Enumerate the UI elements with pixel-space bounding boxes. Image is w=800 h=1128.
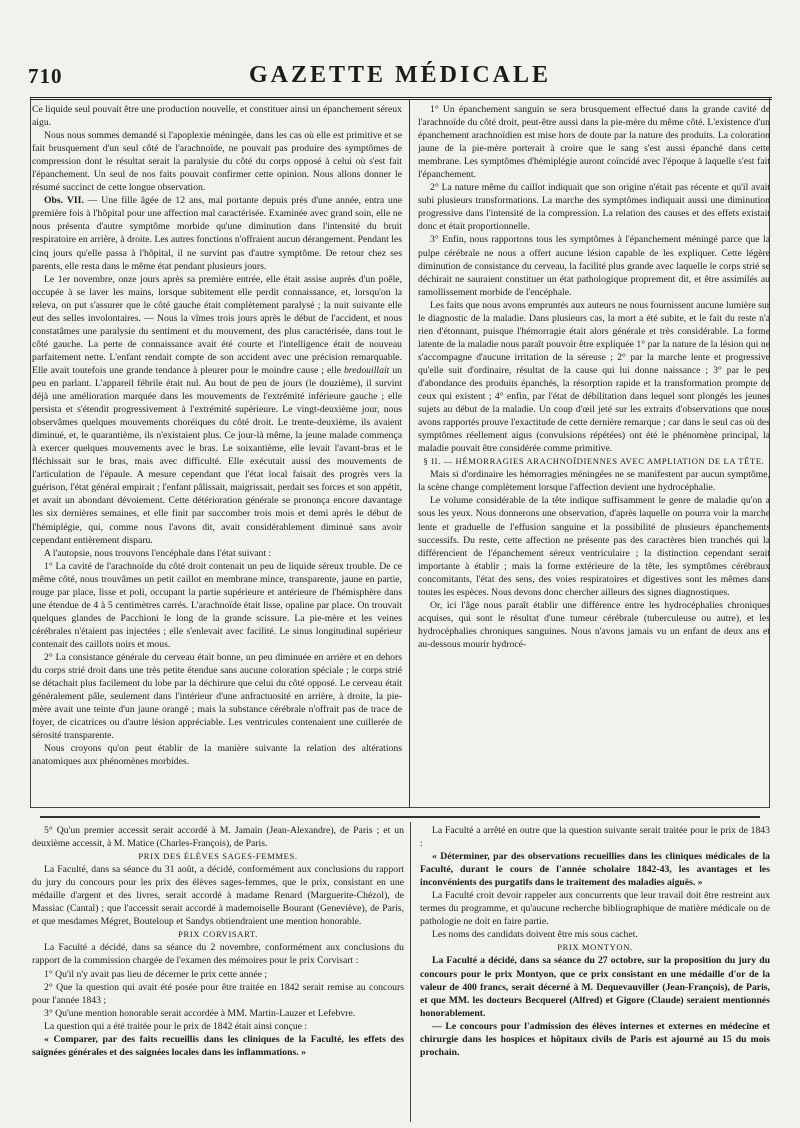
upper-right-column bbox=[418, 103, 770, 805]
question-quote: « Comparer, par des faits recueillis dans les cliniques de la Faculté, les effets des saignées générales et des saignées locales dans les inflammations. » bbox=[32, 1033, 404, 1058]
paragraph: — Le concours pour l'admission des élèves internes et externes en médecine et chirurgie dans les hospices et hôpitaux civils de Paris est ajourné au 15 du mois prochain. bbox=[420, 1020, 770, 1058]
question-quote: « Déterminer, par des observations recueillies dans les cliniques médicales de la Faculté, durant le cours de l'année scholaire 1842-43, les avantages et les inconvénients des purgatifs dans le traitement des maladies aiguës. » bbox=[420, 851, 770, 889]
column-divider bbox=[409, 100, 410, 808]
paragraph: Or, ici l'âge nous paraît établir une différence entre les hydrocéphalies chroniques acquises, qui sont le résultat d'une tumeur cérébrale (tuberculeuse ou autre), et les hydrocéphalies chroniques sanguines. Nous n'avons jamais vu un enfant de deux ans et au-dessous mourir hydrocé- bbox=[418, 599, 770, 650]
paragraph: Les noms des candidats doivent être mis sous cachet. bbox=[432, 929, 638, 941]
paragraph: La Faculté a décidé, dans sa séance du 27 octobre, sur la proposition du jury du concours pour le prix Montyon, que ce prix consistant en une médaille d'or de la valeur de 400 francs, serait décerné à M. Dequevauviller (Jean-François), de Paris, et que MM. les docteurs Becquerel (Alfred) et Gigore (Claude) seraient mentionnés honorablement. bbox=[420, 955, 770, 1019]
section-separator bbox=[40, 816, 760, 818]
section-title: § II. — HÉMORRAGIES ARACHNOÏDIENNES AVEC AMPLIATION DE LA TÊTE. bbox=[423, 456, 765, 467]
paragraph: Mais si d'ordinaire les hémorragies méningées ne se manifestent par aucun symptôme, la scène change complètement lorsque l'affection devient une hydrocéphalie. bbox=[418, 469, 770, 494]
paragraph: 2° La consistance générale du cerveau était bonne, un peu diminuée en arrière et en dehors du corps strié droit dans une très petite étendue sans aucune coloration spéciale ; le corps strié se détachait plus facilement du lobe par la déchirure que celui du côté opposé. Le cerveau était généralement pâle, seulement dans l'intérieur d'une anfractuosité en arrière, à droite, la pie-mère avait une teinte d'un jaune orangé ; mais la substance cérébrale n'offrait pas de trace de foyer, de cicatrices ou d'autre lésion appréciable. Les ventricules contenaient une cuillerée de sérosité transparente. bbox=[32, 651, 402, 742]
paragraph: 2° La nature même du caillot indiquait que son origine n'était pas récente et qu'il avait subi plusieurs transformations. La marche des symptômes indiquait aussi une diminution progressive dans l'intensité de la compression. La relation des causes et des effets existait donc et était proportionnelle. bbox=[418, 182, 770, 233]
italic-word: bredouillait bbox=[343, 364, 390, 376]
lower-left-column bbox=[32, 824, 404, 1120]
paragraph: La question qui a été traitée pour le prix de 1842 était ainsi conçue : bbox=[44, 1020, 308, 1032]
paragraph bbox=[32, 273, 402, 547]
paragraph-text: un peu en parlant. L'appareil fébrile était nul. Au bout de peu de jours (le douzième), il survint déjà une amélioration marquée dans les mouvements de l'extrémité inférieure gauche ; elle persista et s'étendit progressivement à l'extrémité supérieure. Le vingt-deuxième jour, nous observâmes quelques mouvements choréiques du côté droit. Le trente-deuxième, ils avaient diminué, et, le quarantième, ils n'existaient plus. Ce jour-là même, la jeune malade commença à exercer quelques mouvements avec le bras. Le soixantième, elle levait l'avant-bras et le fléchissait sur le bras, mais avec difficulté. Elle exécutait aussi des mouvements de l'articulation de l'épaule. A mesure cependant que l'état local faisait des progrès vers la guérison, l'état général empirait ; l'enfant pâlissait, maigrissait, perdait ses forces et son appétit, et avait un abondant dévoiement. Cette détérioration générale se prononça encore davantage les six dernières semaines, et elle finit par succomber trois mois et demi après le début de l'hémiplégie, qui, comme nous l'avons dit, avait considérablement diminué sans avoir cependant entièrement disparu. bbox=[32, 364, 402, 546]
paragraph: 1° Un épanchement sanguin se sera brusquement effectué dans la grande cavité de l'arachnoïde du côté droit, peut-être aussi dans la pie-mère du même côté. L'existence d'un épanchement arachnoïdien est mise hors de doute par la nature des produits. La coloration jaune de la pie-mère porterait à croire que le sang s'est aussi épanché dans cette membrane. Les symptômes d'hémiplégie auront coïncidé avec l'époque à laquelle s'est fait l'épanchement. bbox=[418, 104, 770, 181]
lower-right-column bbox=[420, 824, 770, 1120]
paragraph: La Faculté a arrêté en outre que la question suivante serait traitée pour le prix de 1843 : bbox=[420, 825, 770, 850]
lower-column-divider bbox=[410, 822, 411, 1122]
paragraph: 3° Qu'une mention honorable serait accordée à MM. Martin-Lauzer et Lefebvre. bbox=[44, 1007, 356, 1019]
observation-text: — Une fille âgée de 12 ans, mal portante depuis près d'une année, entra une première fois à l'hôpital pour une affection mal caractérisée. Examinée avec grand soin, elle ne nous présenta d'autre symptôme morbide qu'une diminution dans l'intensité du bruit respiratoire en arrière, à droite. Les autres fonctions n'offraient aucun dérangement. Pendant les cinq jours qu'elle passa à l'hôpital, il ne survint pas d'autre symptôme. De retour chez ses parents, elle resta dans le même état pendant plusieurs jours. bbox=[32, 195, 402, 272]
paragraph: La Faculté a décidé, dans sa séance du 2 novembre, conformément aux conclusions du rapport de la commission chargée de l'examen des mémoires pour le prix Corvisart : bbox=[32, 942, 404, 967]
paragraph-text: Le 1er novembre, onze jours après sa première entrée, elle était assise auprès d'un poêle, occupée à se laver les mains, lorsque subitement elle perdit connaissance, et, lorsqu'on la releva, on put s'assurer que le côté gauche était complètement paralysé ; la nuit suivante elle eut des selles involontaires. — Nous la vîmes trois jours après le début de l'accident, et nous constatâmes une paralysie du sentiment et du mouvement, des plus caractérisée, dans tout le côté gauche. La perte de connaissance avait été courte et l'intelligence était de nouveau parfaitement nette. L'enfant rendait compte de son accident avec une précision remarquable. Elle avait toutefois une grande tendance à pleurer pour le moindre cause ; elle bbox=[32, 273, 402, 376]
paragraph: 3° Enfin, nous rapportons tous les symptômes à l'épanchement méningé parce que la pulpe cérébrale ne nous a offert aucune lésion capable de les expliquer. Cette légère diminution de consistance du cerveau, la facilité plus grande avec laquelle le corps strié se déchirait ne sauraient constituer un état pathologique proprement dit, et être assimilés au ramollissement morbide de l'encéphale. bbox=[418, 234, 770, 298]
paragraph: Ce liquide seul pouvait être une production nouvelle, et constituer ainsi un épanchement séreux aigu. bbox=[32, 104, 402, 129]
paragraph: 1° Qu'il n'y avait pas lieu de décerner le prix cette année ; bbox=[44, 968, 268, 980]
paragraph: 2° Que la question qui avait été posée pour être traitée en 1842 serait remise au concours pour l'année 1843 ; bbox=[32, 981, 404, 1006]
masthead-title: GAZETTE MÉDICALE bbox=[248, 62, 552, 88]
paragraph: Les faits que nous avons empruntés aux auteurs ne nous fournissent aucune lumière sur le diagnostic de la maladie. Dans plusieurs cas, la mort a été subite, et le fait du reste n'a rien d'étonnant, puisque l'hémorragie était alors générale et très considérable. La forme latente de la maladie nous paraît pouvoir être expliquée 1° par la nature de la lésion qui ne s'accompagne d'aucune irritation de la séreuse ; 2° par la marche lente et progressive qu'elle suit d'ordinaire, résultat de la cause qui lui donne naissance ; 3° par le peu d'abondance des produits épanchés, la résorption rapide et la transformation prompte de ceux qui existent ; 4° enfin, par l'état de débilitation dans lequel sont plongés les jeunes sujets au début de la maladie. Un coup d'œil jeté sur les extraits d'observations que nous avons rapportés prouve l'exactitude de cette dernière remarque ; car dans le seul cas où des symptômes réellement aigus (convulsions répétées) ont été le phénomène principal, la maladie pouvait être considérée comme primitive. bbox=[418, 299, 770, 455]
prize-title: PRIX CORVISART. bbox=[178, 929, 258, 940]
paragraph: Le volume considérable de la tête indique suffisamment le genre de maladie qu'on a sous les yeux. Nous donnerons une observation, d'après laquelle on pourra voir la marche lente et graduelle de l'effusion sanguine et la possibilité de plusieurs épanchements successifs. Du reste, cette affection ne présente pas des caractères bien tranchés qui la différencient de l'épanchement séreux ventriculaire ; la distinction cependant serait importante à établir ; mais la forme extérieure de la tête, les symptômes cérébraux concomitants, l'état des sens, des voies respiratoires et digestives sont les mêmes dans toutes les espèces. Nous devons donc chercher ailleurs des signes diagnostiques. bbox=[418, 495, 770, 598]
observation-paragraph bbox=[32, 194, 402, 272]
paragraph: Nous croyons qu'on peut établir de la manière suivante la relation des altérations anatomiques aux phénomènes morbides. bbox=[32, 743, 402, 768]
prize-title: PRIX MONTYON. bbox=[557, 942, 633, 953]
observation-label: Obs. VII. bbox=[44, 195, 84, 207]
paragraph: 1° La cavité de l'arachnoïde du côté droit contenait un peu de liquide séreux trouble. De ce même côté, nous trouvâmes un petit caillot en membrane mince, transparente, jaune en partie, rouge par place, lisse et poli, occupant la partie supérieure et antérieure de l'hémisphère dans une étendue de 4 à 5 centimètres carrés. L'arachnoïde était lisse, opaline par place. On trouvait quelques glandes de Pacchioni le long de la grande scissure. La pie-mère et les veines cérébrales n'étaient pas injectées ; elle s'enlevait avec facilité. Le sinus longitudinal supérieur contenait des caillots noirs et mous. bbox=[32, 560, 402, 650]
paragraph: A l'autopsie, nous trouvons l'encéphale dans l'état suivant : bbox=[44, 547, 272, 559]
paragraph: La Faculté, dans sa séance du 31 août, a décidé, conformément aux conclusions du rapport du jury du concours pour les prix des élèves sages-femmes, que le prix, consistant en une médaille d'argent et des livres, serait accordé à madame Renard (Marguerite-Chézol), de Massiac (Cantal) ; que l'accessit serait accordé à mademoiselle Bourant (Geneviève), de Paris, et que mesdames Mégret, Bouteloup et Sandys obtiendraient une mention honorable. bbox=[32, 864, 404, 928]
paragraph: La Faculté croit devoir rappeler aux concurrents que leur travail doit être restreint aux termes du programme, et qu'aucune recherche bibliographique de matière médicale ou de pathologie ne doit en faire partie. bbox=[420, 890, 770, 928]
page-number: 710 bbox=[28, 64, 63, 88]
paragraph: Nous nous sommes demandé si l'apoplexie méningée, dans les cas où elle est primitive et se fait brusquement d'un seul côté de l'arachnoïde, ne pouvait pas produire des symptômes de compression dont le résultat serait la paralysie du côté du corps opposé à celui où s'est fait l'épanchement. Un seul de nos faits pouvait confirmer cette opinion. Nous allons donner le résumé succinct de cette longue observation. bbox=[32, 130, 402, 194]
paragraph: 5° Qu'un premier accessit serait accordé à M. Jamain (Jean-Alexandre), de Paris ; et un deuxième accessit, à M. Matice (Charles-François), de Paris. bbox=[32, 825, 404, 850]
upper-left-column bbox=[32, 103, 402, 805]
prize-title: PRIX DES ÉLÈVES SAGES-FEMMES. bbox=[138, 851, 298, 862]
